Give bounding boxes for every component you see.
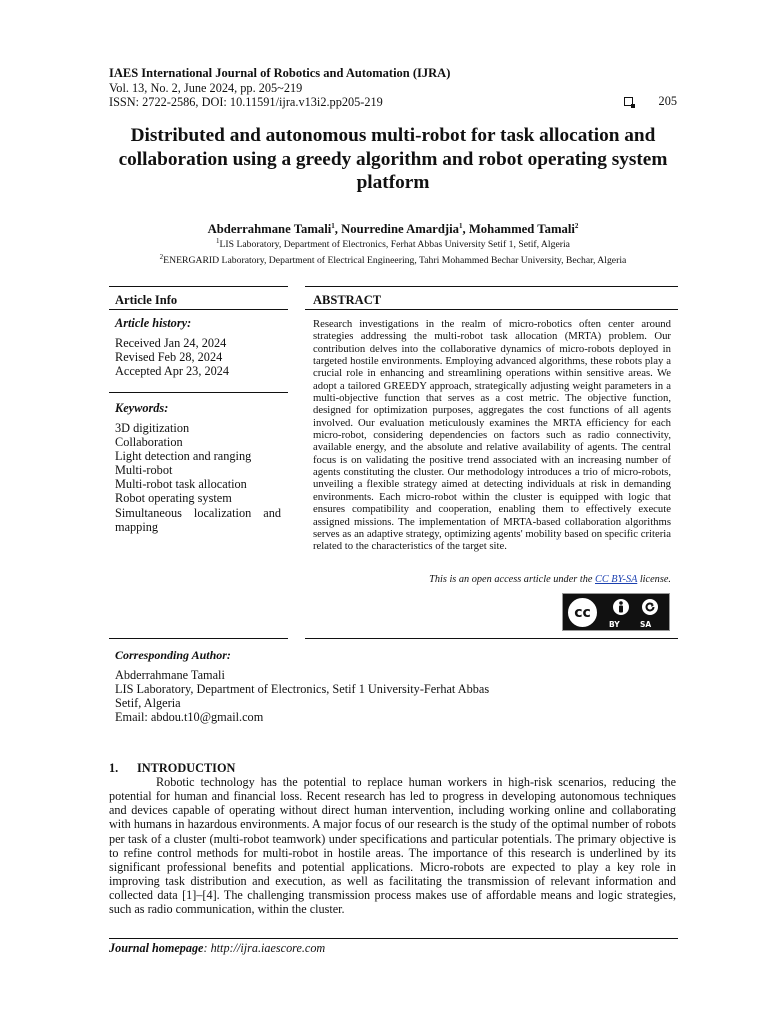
- volume-info: Vol. 13, No. 2, June 2024, pp. 205~219: [109, 81, 303, 95]
- affiliation: $^1$LIS Laboratory, Department of Electronics, Ferhat Abbas University Setif 1, Setif, Algeria: [216, 237, 570, 251]
- corresponding-line: LIS Laboratory, Department of Electronics, Setif 1 University-Ferhat Abbas: [115, 682, 490, 697]
- rule-info-mid1: [109, 309, 288, 310]
- license-notice: This is an open access article under the CC BY-SA license.: [429, 574, 671, 585]
- journal-name: IAES International Journal of Robotics and Automation (IJRA): [109, 66, 451, 80]
- paper-title: Distributed and autonomous multi-robot for task allocation and collaboration using a greedy algorithm and robot operating system platform: [118, 125, 668, 193]
- abstract-text: Research investigations in the realm of micro-robotics often center around strategies addressing the multi-robot task allocation (MRTA) problem. Our contribution delves into the collaborative dynamics of micro-robots deployed in targeted hostile environments. Employing advanced algorithms, these robots play a crucial role in enhancing and streamlining operations within sensitive areas. We adopt a tailored GREEDY approach, strategically adjusting weight parameters in a multi-objective function that serves as a cost metric. The objective function, designed for optimization purposes, aggregates the cost functions of all agents involved. Our evaluation meticulously examines the MRTA efficiency for each micro-robot, considering dependencies on factors such as radio connectivity, available energy, and the absolute and relative availability of agents. The central focus is on validating the positive trend associated with an increasing number of agents constituting the cluster. Our methodology introduces a trio of micro-robots, unveiling a flexible strategy aimed at detecting individuals at risk in demanding environments. Each micro-robot within the cluster is equipped with logic that ensures compatibility and cooperation, enabling them to effectively execute assigned missions. The implementation of MRTA-based collaboration algorithms serves as an adaptive strategy, optimizing agents' mobility based on specific criteria related to the characteristics of the target site.: [313, 318, 671, 553]
- introduction-paragraph: Robotic technology has the potential to replace human workers in high-risk scenarios, reducing the potential for human and financial loss. Recent research has led to progress in developing autonomous techniques and devices capable of operating without direct human intervention, including working online and collaborating with humans in hazardous environments. A major focus of our research is the study of the optimal number of robots per task of a cluster (multi-robot teamwork) under specifications and particular potentials. The primary objective is to refine control methods for multi-robot in hostile areas. The importance of this research is underlined by its significant professional benefits and potential applications. Micro-robots are expected to play a key role in improving task distribution and execution, as well as facilitating the transmission of relevant information and collected data [1]–[4]. The challenging transmission process makes use of affordable means and logic strategies, such as radio communication, within the cluster.: [109, 775, 676, 917]
- keyword: Robot operating system: [115, 491, 232, 506]
- article-info-heading: Article Info: [115, 293, 178, 307]
- running-header: [109, 66, 677, 109]
- history-item: Revised Feb 28, 2024: [115, 350, 223, 365]
- journal-homepage: Journal homepage: http://ijra.iaescore.com: [109, 941, 326, 955]
- keyword-list: [115, 421, 281, 534]
- abstract-heading: ABSTRACT: [313, 293, 382, 307]
- license-link[interactable]: CC BY-SA: [595, 574, 638, 585]
- homepage-link[interactable]: http://ijra.iaescore.com: [210, 941, 326, 955]
- cc-by-sa-badge[interactable]: [562, 593, 670, 631]
- keyword: Multi-robot task allocation: [115, 477, 247, 492]
- keyword: Light detection and ranging: [115, 449, 252, 464]
- history-label: Article history:: [115, 316, 192, 330]
- rule-abstract-bottom: [305, 638, 678, 639]
- author: Abderrahmane Tamali$^1$,: [207, 222, 342, 237]
- corresponding-author: [115, 648, 575, 724]
- section-heading-introduction: 1. INTRODUCTION: [109, 761, 236, 775]
- author: Nourredine Amardjia$^1$,: [341, 222, 469, 237]
- corresponding-email: Email: abdou.t10@gmail.com: [115, 710, 264, 725]
- rule-info-bottom: [109, 638, 288, 639]
- keyword: 3D digitization: [115, 421, 190, 435]
- corresponding-line: Abderrahmane Tamali: [115, 668, 225, 682]
- issn-doi: ISSN: 2722-2586, DOI: 10.11591/ijra.v13i2.pp205-219: [109, 95, 383, 109]
- affiliation: $^2$ENERGARID Laboratory, Department of Electrical Engineering, Tahri Mohammed Bechar University, Bechar, Algeria: [159, 253, 627, 267]
- footer-rule: [109, 938, 678, 939]
- by-label: BY: [609, 620, 620, 629]
- share-alike-icon: [640, 597, 660, 617]
- attribution-icon: [611, 597, 631, 617]
- square-icon: [624, 97, 633, 106]
- corresponding-label: Corresponding Author:: [115, 648, 231, 662]
- cc-logo-icon: cc: [566, 596, 599, 629]
- page-marker: [624, 94, 677, 109]
- sa-label: SA: [640, 620, 652, 629]
- keywords-label: Keywords:: [115, 401, 169, 415]
- history-item: Accepted Apr 23, 2024: [115, 364, 230, 379]
- rule-abstract-mid: [305, 309, 678, 310]
- corresponding-line: Setif, Algeria: [115, 696, 181, 711]
- author: Mohammed Tamali$^2$: [468, 222, 579, 237]
- rule-info-mid2: [109, 392, 288, 393]
- keyword: Multi-robot: [115, 463, 173, 478]
- rule-abstract-top: [305, 286, 678, 287]
- article-history: [115, 336, 285, 378]
- page-number: 205: [658, 94, 677, 108]
- keyword: Collaboration: [115, 435, 183, 450]
- affiliations: [100, 235, 686, 267]
- rule-info-top: [109, 286, 288, 287]
- keyword: Simultaneous localization and mapping: [115, 505, 281, 534]
- history-item: Received Jan 24, 2024: [115, 336, 227, 350]
